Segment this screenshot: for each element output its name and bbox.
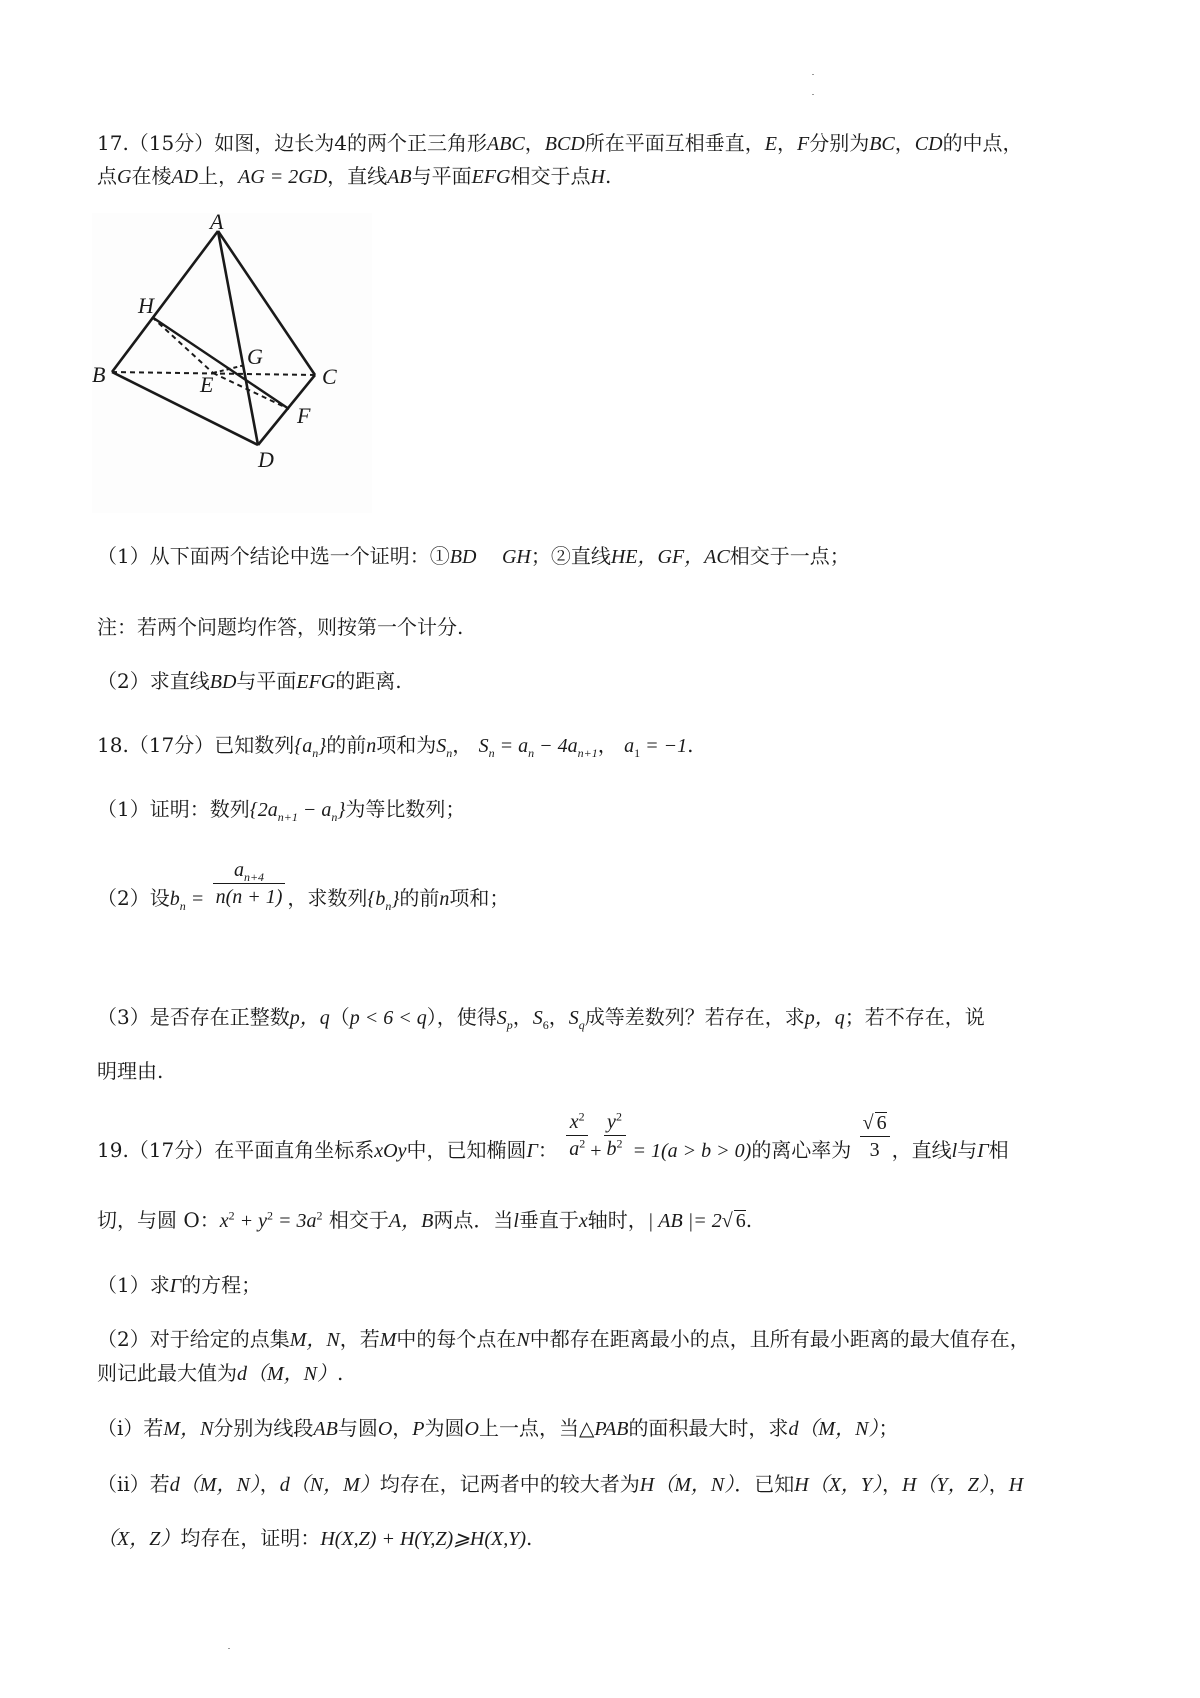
math-xz: （X，Z） (97, 1528, 181, 1550)
math-o: O (464, 1418, 479, 1440)
math-sup: 2 (228, 1208, 235, 1223)
math-sup: 2 (578, 1109, 585, 1124)
math-sup: 2 (267, 1208, 274, 1223)
q18-text: 的前 (326, 733, 367, 757)
math-y: y (607, 1111, 616, 1133)
q19-pi-text: （ⅰ）若 (97, 1416, 164, 1440)
q18-p2-text: 的前 (399, 886, 440, 910)
q19-p2-text: . (337, 1361, 344, 1385)
q18-p2-text: （2）设 (97, 886, 170, 910)
math-sub: 1 (634, 746, 641, 760)
q19-pi-text: 的面积最大时，求 (628, 1416, 789, 1440)
q19-text: 两点．当 (433, 1208, 514, 1232)
label-c: C (322, 364, 337, 389)
math-xoy: xOy (374, 1140, 407, 1162)
math-sub: n (446, 746, 453, 760)
math-f: F (796, 133, 810, 155)
label-h: H (138, 293, 154, 318)
math-seq: {a (294, 735, 313, 757)
q17-part2-text: 与平面 (236, 669, 297, 693)
q18-p3-text: ；若不存在，说 (844, 1005, 985, 1029)
q19-text: 轴时， (587, 1208, 648, 1232)
fraction-bn (213, 860, 286, 907)
q19-part2-line2 (97, 1363, 343, 1384)
q18-p3-text: ），使得 (426, 1005, 497, 1029)
fraction-numerator (213, 860, 286, 884)
math-sup: 2 (316, 1208, 323, 1223)
q19-pi-text: 分别为线段 (213, 1416, 314, 1440)
math-a: a (233, 859, 244, 881)
math-minus: − 4a (534, 735, 578, 757)
q18-part2 (97, 859, 510, 913)
q18-p3-text: ， (512, 1005, 533, 1029)
q17-text: 的中点， (942, 131, 1023, 155)
math-mn: M，N (163, 1418, 214, 1440)
q18-part1 (97, 797, 466, 824)
math-a: a (569, 1138, 580, 1160)
label-f: F (297, 403, 311, 428)
q19-text: 相 (988, 1138, 1009, 1162)
scan-speck (812, 74, 814, 75)
math-d-mn: d（M，N） (788, 1418, 879, 1440)
math-ineq: p < 6 < q (349, 1007, 427, 1029)
math-ellipse-eq: = 1(a > b > 0) (627, 1140, 752, 1162)
fraction-eccentricity (860, 1112, 890, 1160)
q18-p2-text: 项和； (449, 886, 510, 910)
math-sup: 2 (579, 1136, 586, 1151)
q17-text: 上， (198, 164, 239, 188)
q18-p3-text: （ (329, 1005, 350, 1029)
q18-text: 项和为 (376, 733, 437, 757)
q18-text: . (687, 733, 694, 757)
q17-text: 点 (97, 164, 117, 188)
q19-text: ，直线 (891, 1138, 952, 1162)
q19-p1-text: （1）求 (97, 1273, 170, 1297)
q17-part1 (97, 546, 850, 567)
math-sub: n (528, 746, 535, 760)
q17-part2-text: （2）求直线 (97, 669, 210, 693)
math-cd: CD (914, 133, 943, 155)
q18-p3-text: （3）是否存在正整数 (97, 1005, 290, 1029)
math-sub: n+1 (277, 810, 298, 824)
q18-p3-text: ， (548, 1005, 569, 1029)
fraction-numerator: √ 6 (860, 1112, 890, 1137)
q19-text: 中，已知椭圆 (406, 1138, 527, 1162)
math-d-mn: d（M，N） (237, 1363, 337, 1385)
math-s: S (478, 735, 489, 757)
q17-text: 相交于点 (510, 164, 591, 188)
math-bd-gh: BD ⃞ GH (449, 546, 531, 568)
math-sub: n (488, 746, 495, 760)
q19-part2-line1 (97, 1329, 1030, 1350)
q19-pii-text: ， (259, 1472, 280, 1496)
fraction-denominator (566, 1136, 588, 1159)
q18-line-1 (97, 733, 694, 760)
math-h: H (590, 166, 605, 188)
math-a1-val: = −1 (640, 735, 688, 757)
q17-part1-text: （1）从下面两个结论中选一个证明：① (97, 544, 450, 568)
fraction-denominator (604, 1136, 626, 1159)
math-radical: √ 6 (721, 1210, 746, 1232)
math-sub: n (331, 810, 338, 824)
q18-p3-text: 成等差数列？若存在，求 (584, 1005, 805, 1029)
math-n: n (439, 888, 450, 910)
math-mn: M，N (289, 1329, 340, 1351)
math-x: x (219, 1210, 229, 1232)
q19-pii-text: ， (882, 1472, 903, 1496)
math-sqrt6: 6 (735, 1210, 746, 1232)
math-b: b (169, 888, 180, 910)
q18-text: 18.（17分）已知数列 (97, 733, 295, 757)
math-y: + y (234, 1210, 268, 1232)
q17-part2 (97, 671, 402, 692)
math-efg: EFG (471, 166, 511, 188)
math-gamma: Γ (169, 1275, 182, 1297)
q17-note: 注：若两个问题均作答，则按第一个计分. (97, 615, 464, 639)
q17-line-1 (97, 133, 1023, 154)
math-expr: } (337, 799, 346, 821)
q17-text: ， (524, 131, 545, 155)
q17-text: ，直线 (327, 164, 388, 188)
label-a: A (210, 213, 224, 234)
math-sub: n+4 (243, 870, 265, 884)
math-d-mn: d（M，N） (169, 1474, 260, 1496)
math-bd: BD (209, 671, 237, 693)
math-n: n (366, 735, 377, 757)
q19-text: 切，与圆 O： (97, 1208, 220, 1232)
q18-part3-line1 (97, 1005, 985, 1032)
q18-p2-text: ，求数列 (287, 886, 368, 910)
math-sub: 6 (542, 1018, 549, 1032)
math-sub: n+1 (577, 746, 598, 760)
math-inequality: H(X,Z) + H(Y,Z)⩾H(X,Y) (320, 1528, 526, 1550)
q18-p1-text: （1）证明：数列 (97, 797, 250, 821)
q17-part1-text: 相交于一点； (729, 544, 850, 568)
q17-text: . (604, 164, 612, 188)
q17-text: 17.（15分）如图，边长为4的两个正三角形 (97, 131, 487, 155)
math-ad: AD (171, 166, 199, 188)
math-sub: q (578, 1018, 585, 1032)
math-o: O (377, 1418, 393, 1440)
math-sup: 2 (616, 1136, 623, 1151)
math-gamma: Γ (977, 1140, 989, 1162)
scan-speck (812, 94, 814, 95)
math-bc: BC (869, 133, 895, 155)
q19-p2-text: ，若 (339, 1327, 380, 1351)
q17-part1-text: ；②直线 (530, 544, 611, 568)
q19-text: 与 (957, 1138, 978, 1162)
math-s: S (568, 1007, 579, 1029)
q19-text: . (745, 1208, 753, 1232)
math-p: P (412, 1418, 425, 1440)
q19-part-ii-line1 (97, 1474, 1023, 1495)
q18-text: ， (452, 733, 473, 757)
q17-text: 与平面 (411, 164, 472, 188)
math-l: l (513, 1210, 519, 1232)
math-eq: = (185, 888, 205, 910)
q17-line-2 (97, 166, 611, 187)
q17-text: 分别为 (809, 131, 870, 155)
math-gamma: Γ (526, 1140, 538, 1162)
math-b: b (606, 1138, 617, 1160)
fraction-numerator (566, 1109, 588, 1136)
math-x: x (569, 1111, 579, 1133)
math-sub: p (506, 1018, 513, 1032)
math-s: S (436, 735, 447, 757)
math-ab: AB (387, 166, 412, 188)
q19-pi-text: 为圆 (424, 1416, 465, 1440)
scan-speck (228, 1648, 230, 1649)
q19-pii-text: . (525, 1526, 533, 1550)
q19-p2-text: 中的每个点在 (396, 1327, 517, 1351)
math-seq: {b (367, 888, 386, 910)
math-s: S (532, 1007, 543, 1029)
math-a1: a (624, 735, 635, 757)
math-abs-ab: | AB |= 2 (647, 1210, 722, 1232)
math-eq: = a (494, 735, 529, 757)
math-sub: n (312, 746, 319, 760)
q17-part2-text: 的距离. (335, 669, 402, 693)
label-d: D (258, 447, 274, 472)
label-g: G (247, 344, 263, 369)
math-g: G (117, 166, 132, 188)
tetrahedron-figure (92, 213, 372, 513)
math-sqrt6: 6 (876, 1111, 887, 1134)
q19-pii-text: （ⅱ）若 (97, 1472, 170, 1496)
math-plus: + (590, 1140, 602, 1162)
q19-text: 19.（17分）在平面直角坐标系 (97, 1138, 375, 1162)
math-s: S (496, 1007, 507, 1029)
label-e: E (200, 372, 214, 397)
q19-pi-text: 与圆 (337, 1416, 378, 1440)
q19-p2-text: 中都存在距离最小的点，且所有最小距离的最大值存在， (529, 1327, 1030, 1351)
q19-pii-text: ．已知 (734, 1472, 795, 1496)
label-b: B (92, 362, 106, 387)
math-pab: PAB (594, 1418, 629, 1440)
math-ab: AB (313, 1418, 338, 1440)
q19-line-1 (97, 1109, 1009, 1162)
math-seq-close: } (318, 735, 327, 757)
fraction-denominator: 3 (869, 1138, 880, 1161)
math-ab: A，B (388, 1210, 434, 1232)
math-abc: ABC (486, 133, 525, 155)
q19-pi-text: ； (878, 1416, 899, 1440)
fraction-x2-a2 (566, 1109, 588, 1160)
q19-text: 垂直于 (518, 1208, 579, 1232)
q17-text: ， (776, 131, 797, 155)
math-pq: p，q (804, 1007, 845, 1029)
math-l: l (951, 1140, 958, 1162)
q19-text: 相交于 (328, 1208, 389, 1232)
math-expr: {2a (249, 799, 278, 821)
q19-p1-text: 的方程； (181, 1273, 262, 1297)
q19-pii-text: 均存在，记两者中的较大者为 (379, 1472, 640, 1496)
q19-pi-text: ， (392, 1416, 413, 1440)
q19-pi-text: 上一点，当△ (478, 1416, 595, 1440)
q18-text: ， (597, 733, 618, 757)
math-h: H (1008, 1474, 1024, 1496)
math-pq: p，q (289, 1007, 330, 1029)
q19-part-i (97, 1418, 898, 1439)
math-r: = 3a (273, 1210, 317, 1232)
math-d-nm: d（N，M） (279, 1474, 380, 1496)
math-sub: n (385, 899, 392, 913)
math-seq-close: } (391, 888, 400, 910)
fraction-denominator: n(n + 1) (215, 886, 283, 908)
math-h-xy: H（X，Y） (794, 1474, 883, 1496)
math-e: E (764, 133, 777, 155)
q19-part-ii-line2 (97, 1528, 532, 1549)
math-n: N (516, 1329, 530, 1351)
q19-pii-text: 均存在，证明： (180, 1526, 321, 1550)
math-m: M (379, 1329, 397, 1351)
q19-text: 的离心率为 (751, 1138, 852, 1162)
math-sub: n (179, 899, 186, 913)
math-efg: EFG (296, 671, 336, 693)
q19-p2-text: （2）对于给定的点集 (97, 1327, 290, 1351)
q19-text: ： (537, 1138, 558, 1162)
math-h-yz: H（Y，Z） (902, 1474, 989, 1496)
q17-text: 在棱 (131, 164, 172, 188)
q19-part1 (97, 1275, 261, 1296)
math-x: x (578, 1210, 588, 1232)
q18-p1-text: 为等比数列； (345, 797, 466, 821)
q19-line-2 (97, 1210, 752, 1231)
figure-background (92, 213, 372, 513)
q19-p2-text: 则记此最大值为 (97, 1361, 237, 1385)
q17-text: 所在平面互相垂直， (584, 131, 765, 155)
math-bcd: BCD (544, 133, 585, 155)
q17-text: ， (894, 131, 915, 155)
math-h-mn: H（M，N） (639, 1474, 735, 1496)
math-ag-eq: AG = 2GD (238, 166, 328, 188)
q18-part3-line2: 明理由. (97, 1059, 164, 1083)
math-sup: 2 (615, 1109, 622, 1124)
math-expr: − a (297, 799, 332, 821)
math-he-gf-ac: HE，GF，AC (610, 546, 730, 568)
fraction-y2-b2 (604, 1109, 626, 1160)
fraction-numerator (604, 1109, 626, 1136)
q19-pii-text: ， (988, 1472, 1009, 1496)
